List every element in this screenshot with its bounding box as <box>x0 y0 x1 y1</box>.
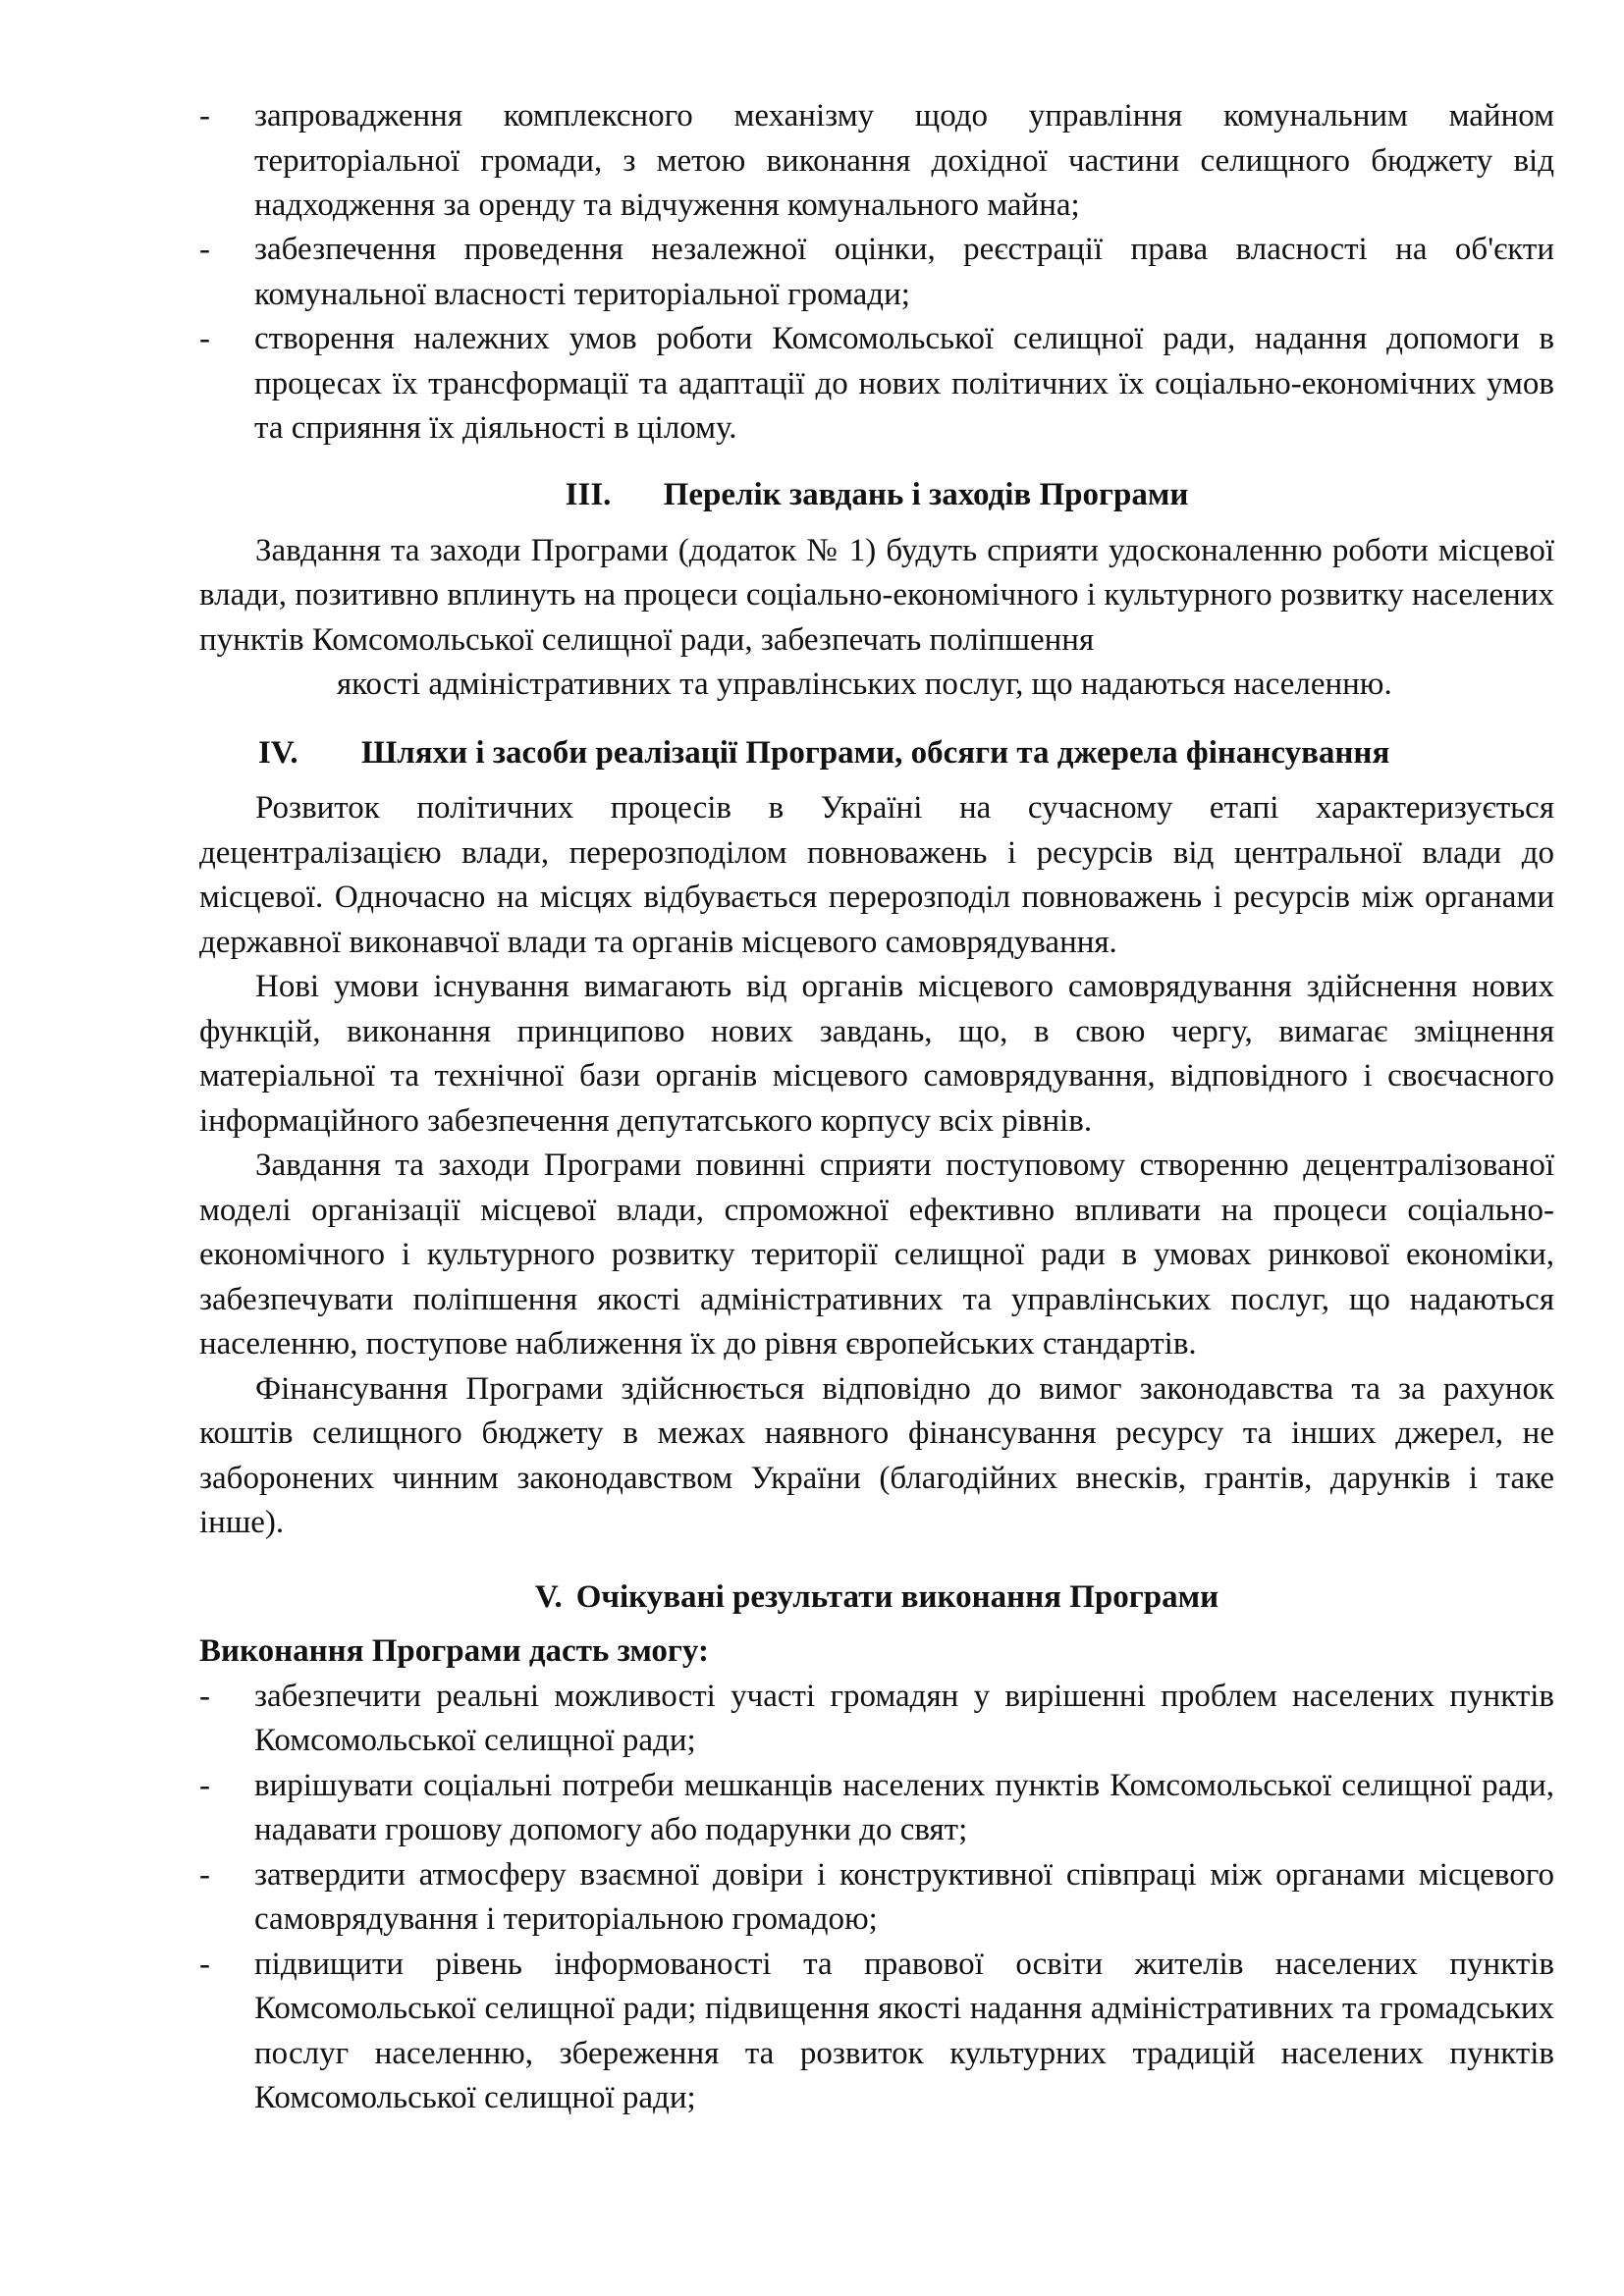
list-item <box>199 1675 1554 1764</box>
bullet-text: запровадження комплексного механізму щодо управління комунальним майном територіальної громади, з метою виконання дохідної частини селищного бюджету від надходження за оренду та відчуження комунального майна; <box>254 98 1554 223</box>
section-number: V. <box>534 1578 563 1615</box>
list-item <box>199 94 1554 228</box>
section5-heading <box>199 1575 1554 1621</box>
list-item <box>199 1943 1554 2121</box>
list-item <box>199 1853 1554 1943</box>
bullet-text: створення належних умов роботи Комсомольської селищної ради, надання допомоги в процесах їх трансформації та адаптації до нових політичних їх соціально-економічних умов та сприяння їх діяльності в цілому. <box>254 321 1554 446</box>
bullet-dash: - <box>199 1856 210 1893</box>
bullet-dash: - <box>199 1946 210 1982</box>
section5-lead: Виконання Програми дасть змогу: <box>199 1633 709 1669</box>
list-item <box>199 228 1554 317</box>
bullet-text: забезпечити реальні можливості участі громадян у вирішенні проблем населених пунктів Комсомольської селищної ради; <box>254 1678 1554 1758</box>
bullet-text: затвердити атмосферу взаємної довіри і конструктивної співпраці між органами місцевого самоврядування і територіальною громадою; <box>254 1856 1554 1937</box>
bullet-dash: - <box>199 98 210 133</box>
section-title: Очікувані результати виконання Програми <box>575 1578 1219 1615</box>
paragraph-text: якості адміністративних та управлінських послуг, що надаються населенню. <box>337 667 1392 702</box>
bullet-text: вирішувати соціальні потреби мешканців населених пунктів Комсомольської селищної ради, надавати грошову допомогу або подарунки до свят; <box>254 1767 1554 1847</box>
section4-paragraph-2: Нові умови існування вимагають від органів місцевого самоврядування здійснення нових функцій, виконання принципово нових завдань, що, в свою чергу, вимагає зміцнення матеріальної та технічної бази органів місцевого самоврядування, відповідного і своєчасного інформаційного забезпечення депутатського корпусу всіх рівнів. <box>199 969 1554 1139</box>
section4-paragraph-4: Фінансування Програми здійснюється відповідно до вимог законодавства та за рахунок коштів селищного бюджету в межах наявного фінансування ресурсу та інших джерел, не заборонених чинним законодавством України (благодійних внесків, грантів, дарунків і таке інше). <box>199 1370 1554 1540</box>
bullet-text: забезпечення проведення незалежної оцінки, реєстрації права власності на об'єкти комунальної власності територіальної громади; <box>254 232 1554 312</box>
section3-paragraph <box>199 529 1554 664</box>
list-item <box>199 317 1554 451</box>
section-number: IV. <box>258 734 298 771</box>
bullet-dash: - <box>199 1678 210 1714</box>
paragraph-text: Завдання та заходи Програми (додаток № 1) будуть сприяти удосконаленню роботи місцевої влади, позитивно вплинуть на процеси соціально-економічного і культурного розвитку населених пунктів Комсомольської селищної ради, забезпечать поліпшення <box>199 532 1554 658</box>
section-title: Перелік завдань і заходів Програми <box>663 477 1189 512</box>
bullet-dash: - <box>199 1767 210 1803</box>
bullet-dash: - <box>199 321 210 356</box>
section4-paragraph-3: Завдання та заходи Програми повинні сприяти поступовому створенню децентралізованої моделі організації місцевої влади, спроможної ефективно впливати на процеси соціально-економічного і культурного розвитку території селищної ради в умовах ринкової економіки, забезпечувати поліпшення якості адміністративних та управлінських послуг, що надаються населенню, поступове наближення їх до рівня європейських стандартів. <box>199 1148 1554 1362</box>
section3-paragraph-last-line <box>199 663 1554 708</box>
bullet-dash: - <box>199 232 210 267</box>
section2-bullet-list <box>199 94 1554 451</box>
list-item <box>199 1764 1554 1853</box>
section3-heading <box>199 473 1554 518</box>
section4-heading <box>199 731 1554 776</box>
section4-paragraph-1: Розвиток політичних процесів в Україні на сучасному етапі характеризується децентралізацією влади, перерозподілом повноважень і ресурсів від центральної влади до місцевої. Одночасно на місцях відбувається перерозподіл повноважень і ресурсів між органами державної виконавчої влади та органів місцевого самоврядування. <box>199 790 1554 960</box>
section-title: Шляхи і засоби реалізації Програми, обсяги та джерела фінансування <box>361 734 1390 771</box>
section5-bullet-list <box>199 1675 1554 2121</box>
document-page <box>199 94 1554 2121</box>
section-number: III. <box>565 477 612 512</box>
bullet-text: підвищити рівень інформованості та правової освіти жителів населених пунктів Комсомольської селищної ради; підвищення якості надання адміністративних та громадських послуг населенню, збереження та розвиток культурних традицій населених пунктів Комсомольської селищної ради; <box>254 1946 1554 2115</box>
